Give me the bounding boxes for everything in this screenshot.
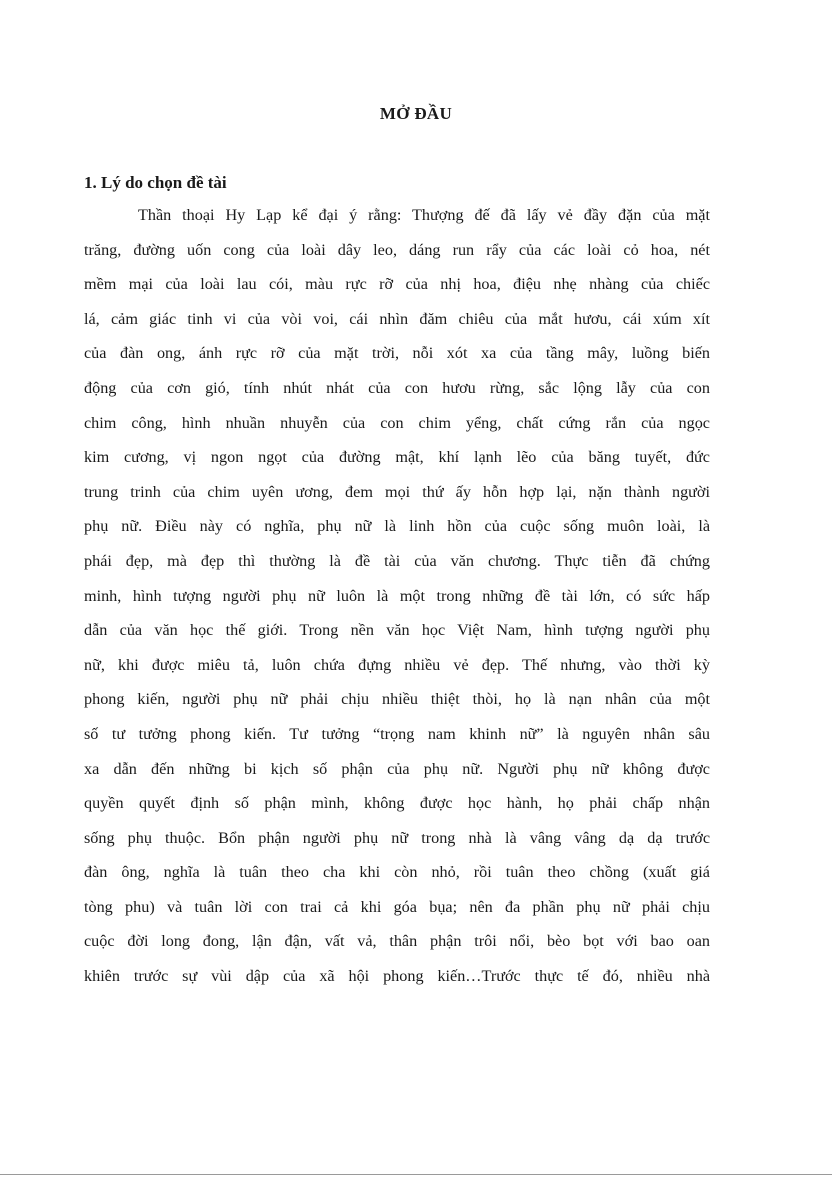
paragraph-line: nữ, khi được miêu tả, luôn chứa đựng nhiều vẻ đẹp. Thế nhưng, vào thời kỳ: [84, 655, 710, 674]
paragraph-line: mềm mại của loài lau cói, màu rực rỡ của nhị hoa, điệu nhẹ nhàng của chiếc: [84, 275, 710, 294]
paragraph-line: phái đẹp, mà đẹp thì thường là đề tài của văn chương. Thực tiễn đã chứng: [84, 551, 710, 570]
paragraph-line: dẫn của văn học thế giới. Trong nền văn học Việt Nam, hình tượng người phụ: [84, 621, 710, 640]
page-bottom-divider: [0, 1174, 832, 1175]
paragraph-line: tòng phu) và tuân lời con trai cả khi góa bụa; nên đa phần phụ nữ phải chịu: [84, 897, 710, 916]
paragraph-line: lá, cảm giác tinh vi của vòi voi, cái nhìn đăm chiêu của mắt hươu, cái xúm xít: [84, 309, 710, 328]
paragraph-line: trung trinh của chim uyên ương, đem mọi thứ ấy hỗn hợp lại, nặn thành người: [84, 482, 710, 501]
paragraph-line: quyền quyết định số phận mình, không được học hành, họ phải chấp nhận: [84, 794, 710, 813]
paragraph-line: động của cơn gió, tính nhút nhát của con hươu rừng, sắc lộng lẫy của con: [84, 378, 710, 397]
paragraph-line: chim công, hình nhuần nhuyễn của con chim yểng, chất cứng rắn của ngọc: [84, 413, 710, 432]
paragraph-line: cuộc đời long đong, lận đận, vất vả, thân phận trôi nổi, bèo bọt với bao oan: [84, 932, 710, 951]
paragraph-line: đàn ông, nghĩa là tuân theo cha khi còn nhỏ, rồi tuân theo chồng (xuất giá: [84, 863, 710, 882]
paragraph-line: kim cương, vị ngon ngọt của đường mật, khí lạnh lẽo của băng tuyết, đức: [84, 448, 710, 467]
paragraph-line: trăng, đường uốn cong của loài dây leo, dáng run rẩy của các loài cỏ hoa, nét: [84, 240, 710, 259]
paragraph-line: số tư tưởng phong kiến. Tư tưởng “trọng nam khinh nữ” là nguyên nhân sâu: [84, 724, 710, 743]
paragraph-line: sống phụ thuộc. Bổn phận người phụ nữ trong nhà là vâng vâng dạ dạ trước: [84, 828, 710, 847]
body-paragraph: [84, 198, 710, 994]
paragraph-line: phụ nữ. Điều này có nghĩa, phụ nữ là linh hồn của cuộc sống muôn loài, là: [84, 517, 710, 536]
paragraph-line: xa dẫn đến những bi kịch số phận của phụ nữ. Người phụ nữ không được: [84, 759, 710, 778]
page-title: MỞ ĐẦU: [379, 104, 453, 123]
paragraph-line: minh, hình tượng người phụ nữ luôn là một trong những đề tài lớn, có sức hấp: [84, 586, 710, 605]
paragraph-line: phong kiến, người phụ nữ phải chịu nhiều thiệt thòi, họ là nạn nhân của một: [84, 690, 710, 709]
paragraph-line: khiên trước sự vùi dập của xã hội phong kiến…Trước thực tế đó, nhiều nhà: [84, 967, 710, 986]
paragraph-line: của đàn ong, ánh rực rỡ của mặt trời, nỗi xót xa của tầng mây, luồng biến: [84, 344, 710, 363]
paragraph-line: Thần thoại Hy Lạp kể đại ý rằng: Thượng đế đã lấy vẻ đầy đặn của mặt: [138, 206, 710, 224]
section-heading: 1. Lý do chọn đề tài: [84, 173, 227, 192]
